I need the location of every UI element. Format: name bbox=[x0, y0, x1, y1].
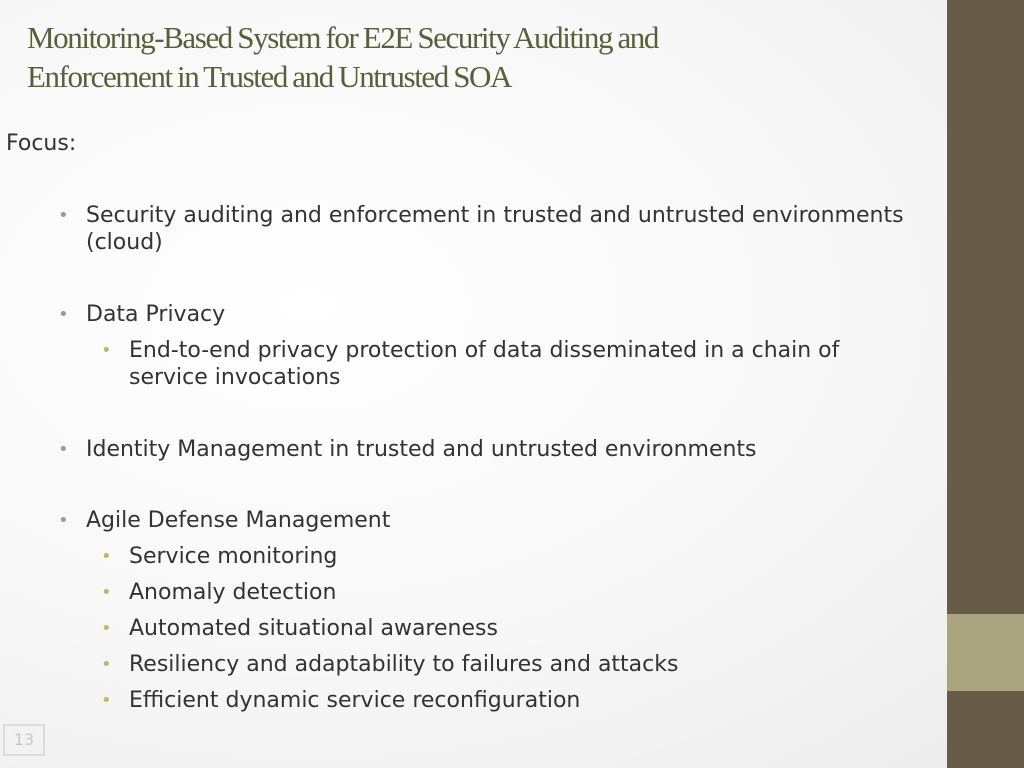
bullet-text: End-to-end privacy protection of data disseminated in a chain of service invocations bbox=[129, 338, 840, 390]
subbullet-service-monitoring bbox=[101, 543, 929, 570]
bullet-dot-icon: • bbox=[101, 618, 112, 639]
bullet-text: Efficient dynamic service reconfiguration bbox=[129, 688, 581, 713]
subbullet-resiliency bbox=[101, 651, 929, 678]
title-line-1: Monitoring-Based System for E2E Security Auditing and bbox=[27, 20, 658, 55]
bullet-text: Service monitoring bbox=[129, 544, 338, 569]
bullet-text: Identity Management in trusted and untrusted environments bbox=[86, 437, 757, 462]
bullet-text: Anomaly detection bbox=[129, 580, 337, 605]
focus-label: Focus: bbox=[6, 131, 77, 156]
sidebar-accent-band bbox=[947, 614, 1024, 691]
bullet-text: Security auditing and enforcement in trusted and untrusted environments (cloud) bbox=[86, 203, 904, 255]
subbullet-privacy-protection bbox=[101, 337, 909, 391]
bullet-text: Automated situational awareness bbox=[129, 616, 498, 641]
bullet-dot-icon: • bbox=[58, 439, 69, 460]
bullet-dot-icon: • bbox=[101, 690, 112, 711]
bullet-dot-icon: • bbox=[101, 546, 112, 567]
bullet-dot-icon: • bbox=[101, 340, 112, 361]
bullet-identity-management bbox=[58, 436, 946, 463]
bullet-security-auditing bbox=[58, 202, 946, 256]
page-number: 13 bbox=[3, 724, 45, 756]
bullet-data-privacy bbox=[58, 301, 946, 328]
bullet-dot-icon: • bbox=[101, 582, 112, 603]
subbullet-reconfiguration bbox=[101, 687, 929, 714]
bullet-dot-icon: • bbox=[58, 205, 69, 226]
bullet-text: Resiliency and adaptability to failures and attacks bbox=[129, 652, 679, 677]
bullet-text: Agile Defense Management bbox=[86, 508, 391, 533]
title-line-2: Enforcement in Trusted and Untrusted SOA bbox=[27, 59, 512, 94]
subbullet-situational-awareness bbox=[101, 615, 929, 642]
bullet-dot-icon: • bbox=[101, 654, 112, 675]
bullet-text: Data Privacy bbox=[86, 302, 226, 327]
bullet-dot-icon: • bbox=[58, 304, 69, 325]
bullet-dot-icon: • bbox=[58, 510, 69, 531]
bullet-agile-defense bbox=[58, 507, 946, 534]
subbullet-anomaly-detection bbox=[101, 579, 929, 606]
